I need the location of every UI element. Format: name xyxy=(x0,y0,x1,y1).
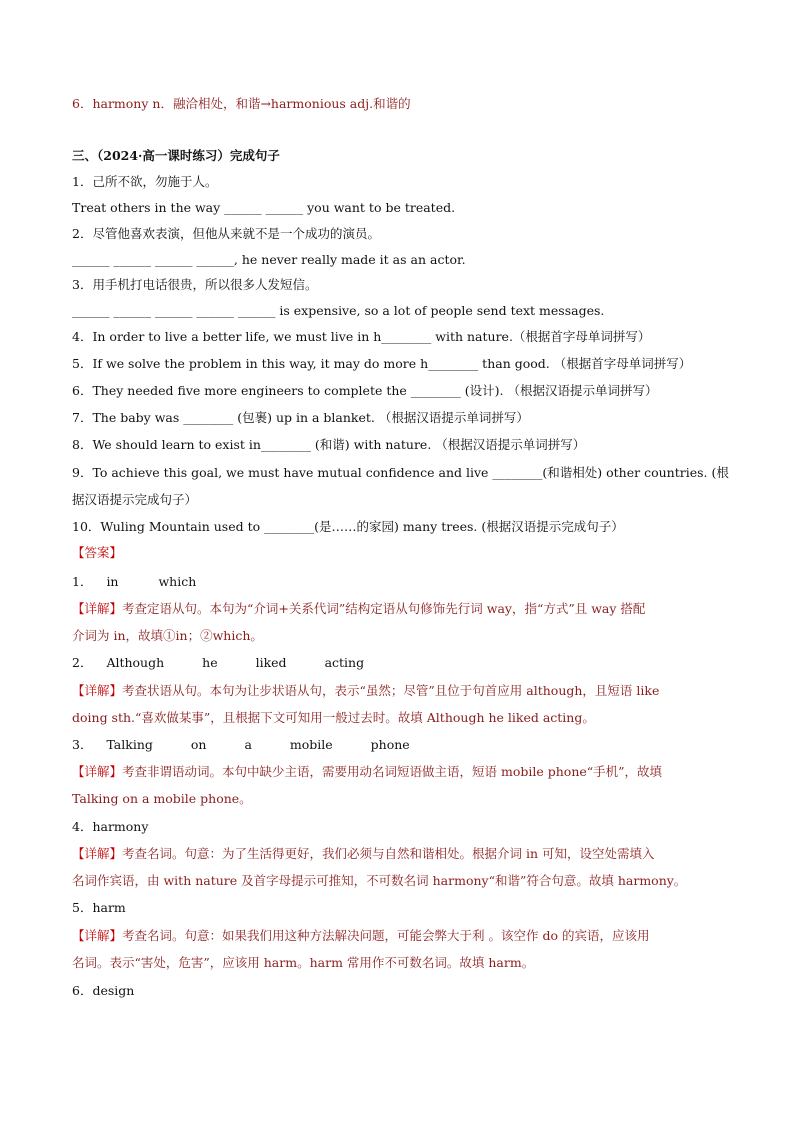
question-3-en: ______ ______ ______ ______ ______ is expensive, so a lot of people send text messages. xyxy=(72,303,605,318)
answer-1 xyxy=(72,574,196,590)
detail-tag: 【详解】 xyxy=(72,764,123,779)
answer-2-detail-line-2: doing sth.“喜欢做某事”，且根据下文可知用一般过去时。故填 Although he liked acting。 xyxy=(72,710,595,725)
answer-4-detail-line-2: 名词作宾语，由 with nature 及首字母提示可推知，不可数名词 harmony“和谐”符合句意。故填 harmony。 xyxy=(72,873,687,888)
answer-word: liked xyxy=(255,655,287,670)
answer-word: phone xyxy=(370,737,410,752)
answer-5-detail-line-2: 名词。表示“害处，危害”，应该用 harm。harm 常用作不可数名词。故填 harm。 xyxy=(72,955,535,970)
answer-number: 2． xyxy=(72,655,93,670)
answer-3 xyxy=(72,737,410,753)
answer-5 xyxy=(72,900,126,916)
question-4: 4．In order to live a better life, we must live in h________ with nature.（根据首字母单词拼写） xyxy=(72,329,651,344)
question-10: 10．Wuling Mountain used to ________(是……的家园) many trees. (根据汉语提示完成句子） xyxy=(72,519,624,534)
answer-number: 5． xyxy=(72,900,93,915)
question-3-cn: 3．用手机打电话很贵，所以很多人发短信。 xyxy=(72,277,318,292)
answer-4 xyxy=(72,819,148,835)
detail-text: 考查状语从句。本句为让步状语从句，表示“虽然；尽管”且位于句首应用 although，且短语 like xyxy=(122,683,660,698)
answer-word: design xyxy=(92,983,135,998)
answer-2 xyxy=(72,655,364,671)
answers-heading: 【答案】 xyxy=(72,545,123,560)
answer-6 xyxy=(72,983,134,999)
detail-text: 考查非谓语动词。本句中缺少主语，需要用动名词短语做主语，短语 mobile phone“手机”，故填 xyxy=(122,764,663,779)
answer-number: 4． xyxy=(72,819,93,834)
answer-word: harm xyxy=(92,900,126,915)
section-title: 三、（2024·高一课时练习）完成句子 xyxy=(72,148,280,163)
question-2-en: ______ ______ ______ ______, he never really made it as an actor. xyxy=(72,252,466,267)
question-9: 9．To achieve this goal, we must have mutual confidence and live ________(和谐相处) other countries. (根 xyxy=(72,465,729,480)
question-5: 5．If we solve the problem in this way, it may do more h________ than good. （根据首字母单词拼写） xyxy=(72,356,692,371)
answer-3-detail-line-1 xyxy=(72,764,662,780)
detail-tag: 【详解】 xyxy=(72,928,123,943)
answer-1-detail-line-1 xyxy=(72,601,645,617)
question-8: 8．We should learn to exist in________ (和谐) with nature. （根据汉语提示单词拼写） xyxy=(72,437,586,452)
detail-tag: 【详解】 xyxy=(72,683,123,698)
answer-word: Talking xyxy=(106,737,153,752)
answer-word: which xyxy=(158,574,197,589)
question-1-cn: 1．己所不欲，勿施于人。 xyxy=(72,174,218,189)
answer-1-detail-line-2: 介词为 in，故填①in；②which。 xyxy=(72,628,263,643)
detail-text: 考查名词。句意：为了生活得更好，我们必须与自然和谐相处。根据介词 in 可知，设空处需填入 xyxy=(122,846,655,861)
question-6: 6．They needed five more engineers to complete the ________ (设计). （根据汉语提示单词拼写） xyxy=(72,383,658,398)
detail-tag: 【详解】 xyxy=(72,601,123,616)
answer-number: 3． xyxy=(72,737,93,752)
answer-word: Although xyxy=(106,655,165,670)
answer-word: a xyxy=(244,737,252,752)
answer-2-detail-line-1 xyxy=(72,683,659,699)
answer-word: harmony xyxy=(92,819,149,834)
question-9-cont: 据汉语提示完成句子） xyxy=(72,492,198,507)
answer-word: acting xyxy=(324,655,365,670)
detail-text: 考查名词。句意：如果我们用这种方法解决问题，可能会弊大于利 。该空作 do 的宾语，应该用 xyxy=(122,928,650,943)
answer-number: 6． xyxy=(72,983,93,998)
answer-number: 1． xyxy=(72,574,93,589)
vocab-item-harmony: 6．harmony n．融洽相处，和谐→harmonious adj.和谐的 xyxy=(72,96,411,111)
answer-word: in xyxy=(106,574,119,589)
answer-word: on xyxy=(190,737,207,752)
question-7: 7．The baby was ________ (包裹) up in a blanket. （根据汉语提示单词拼写） xyxy=(72,410,529,425)
detail-text: 考查定语从句。本句为“介词+关系代词”结构定语从句修饰先行词 way，指“方式”且 way 搭配 xyxy=(122,601,646,616)
question-2-cn: 2．尽管他喜欢表演，但他从来就不是一个成功的演员。 xyxy=(72,226,380,241)
answer-4-detail-line-1 xyxy=(72,846,655,862)
answer-3-detail-line-2: Talking on a mobile phone。 xyxy=(72,791,252,806)
detail-tag: 【详解】 xyxy=(72,846,123,861)
answer-word: he xyxy=(202,655,218,670)
answer-5-detail-line-1 xyxy=(72,928,649,944)
answer-word: mobile xyxy=(289,737,333,752)
question-1-en: Treat others in the way ______ ______ you want to be treated. xyxy=(72,200,456,215)
